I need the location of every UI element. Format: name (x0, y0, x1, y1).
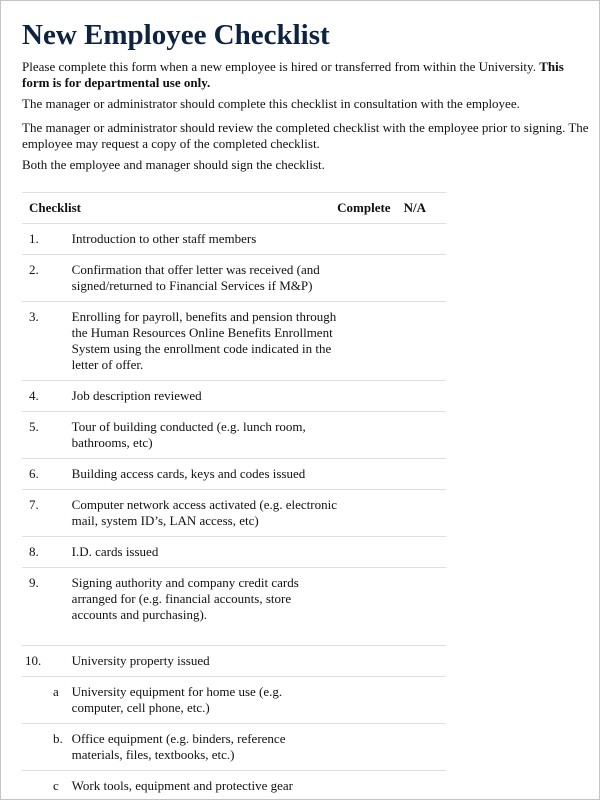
na-cell[interactable] (404, 302, 446, 381)
subitem-text: Work tools, equipment and protective gear (72, 771, 337, 801)
item-number: 7. (22, 490, 72, 537)
na-cell[interactable] (404, 381, 446, 412)
item-text: Introduction to other staff members (72, 224, 337, 255)
item-text: I.D. cards issued (72, 537, 337, 568)
na-cell[interactable] (404, 490, 446, 537)
item-text: Tour of building conducted (e.g. lunch room, bathrooms, etc) (72, 412, 337, 459)
table-row (22, 381, 446, 412)
subitem-text: University equipment for home use (e.g. computer, cell phone, etc.) (72, 677, 337, 724)
na-cell[interactable] (404, 646, 446, 677)
intro-text: Please complete this form when a new employee is hired or transferred from within the University. (22, 59, 539, 74)
item-text: University property issued (72, 646, 337, 677)
complete-cell[interactable] (337, 255, 404, 302)
complete-cell[interactable] (337, 568, 404, 646)
subitem-letter: c (22, 771, 72, 801)
na-cell[interactable] (404, 459, 446, 490)
subitem-text: Office equipment (e.g. binders, reference materials, files, textbooks, etc.) (72, 724, 337, 771)
subitem-letter: b. (22, 724, 72, 771)
item-number: 6. (22, 459, 72, 490)
table-subrow (22, 724, 446, 771)
page-title: New Employee Checklist (22, 19, 330, 52)
complete-cell[interactable] (337, 724, 404, 771)
item-number: 4. (22, 381, 72, 412)
table-row (22, 646, 446, 677)
complete-cell[interactable] (337, 646, 404, 677)
header-checklist: Checklist (22, 193, 337, 224)
item-number: 8. (22, 537, 72, 568)
table-row (22, 537, 446, 568)
table-row (22, 490, 446, 537)
table-row (22, 568, 446, 646)
header-na: N/A (404, 193, 446, 224)
item-number: 9. (22, 568, 72, 646)
complete-cell[interactable] (337, 302, 404, 381)
intro-paragraph-3: The manager or administrator should review the completed checklist with the employee prior to signing. The employee may request a copy of the completed checklist. (22, 120, 592, 152)
table-subrow (22, 771, 446, 801)
complete-cell[interactable] (337, 771, 404, 801)
na-cell[interactable] (404, 537, 446, 568)
item-text: Job description reviewed (72, 381, 337, 412)
intro-paragraph-4: Both the employee and manager should sign the checklist. (22, 157, 592, 173)
na-cell[interactable] (404, 224, 446, 255)
table-subrow (22, 677, 446, 724)
table-row (22, 412, 446, 459)
item-text: Signing authority and company credit cards arranged for (e.g. financial accounts, store accounts and purchasing). (72, 568, 337, 646)
complete-cell[interactable] (337, 459, 404, 490)
table-row (22, 459, 446, 490)
complete-cell[interactable] (337, 537, 404, 568)
complete-cell[interactable] (337, 677, 404, 724)
intro-paragraph-1 (22, 59, 592, 91)
item-text: Enrolling for payroll, benefits and pension through the Human Resources Online Benefits Enrollment System using the enrollment code indicated in the letter of offer. (72, 302, 337, 381)
na-cell[interactable] (404, 771, 446, 801)
item-number: 5. (22, 412, 72, 459)
intro-paragraph-2: The manager or administrator should complete this checklist in consultation with the employee. (22, 96, 592, 112)
complete-cell[interactable] (337, 224, 404, 255)
checklist-table (22, 192, 446, 801)
subitem-letter: a (22, 677, 72, 724)
na-cell[interactable] (404, 724, 446, 771)
item-text: Confirmation that offer letter was received (and signed/returned to Financial Services if M&P) (72, 255, 337, 302)
item-text: Building access cards, keys and codes issued (72, 459, 337, 490)
complete-cell[interactable] (337, 381, 404, 412)
table-row (22, 224, 446, 255)
table-row (22, 255, 446, 302)
complete-cell[interactable] (337, 412, 404, 459)
item-number: 1. (22, 224, 72, 255)
na-cell[interactable] (404, 255, 446, 302)
table-header-row (22, 193, 446, 224)
header-complete: Complete (337, 193, 404, 224)
na-cell[interactable] (404, 677, 446, 724)
table-row (22, 302, 446, 381)
na-cell[interactable] (404, 412, 446, 459)
na-cell[interactable] (404, 568, 446, 646)
item-number: 3. (22, 302, 72, 381)
intro-bold-text: This form is for departmental use only. (22, 59, 564, 90)
complete-cell[interactable] (337, 490, 404, 537)
item-number: 2. (22, 255, 72, 302)
item-text: Computer network access activated (e.g. electronic mail, system ID’s, LAN access, etc) (72, 490, 337, 537)
item-number: 10. (22, 646, 72, 677)
